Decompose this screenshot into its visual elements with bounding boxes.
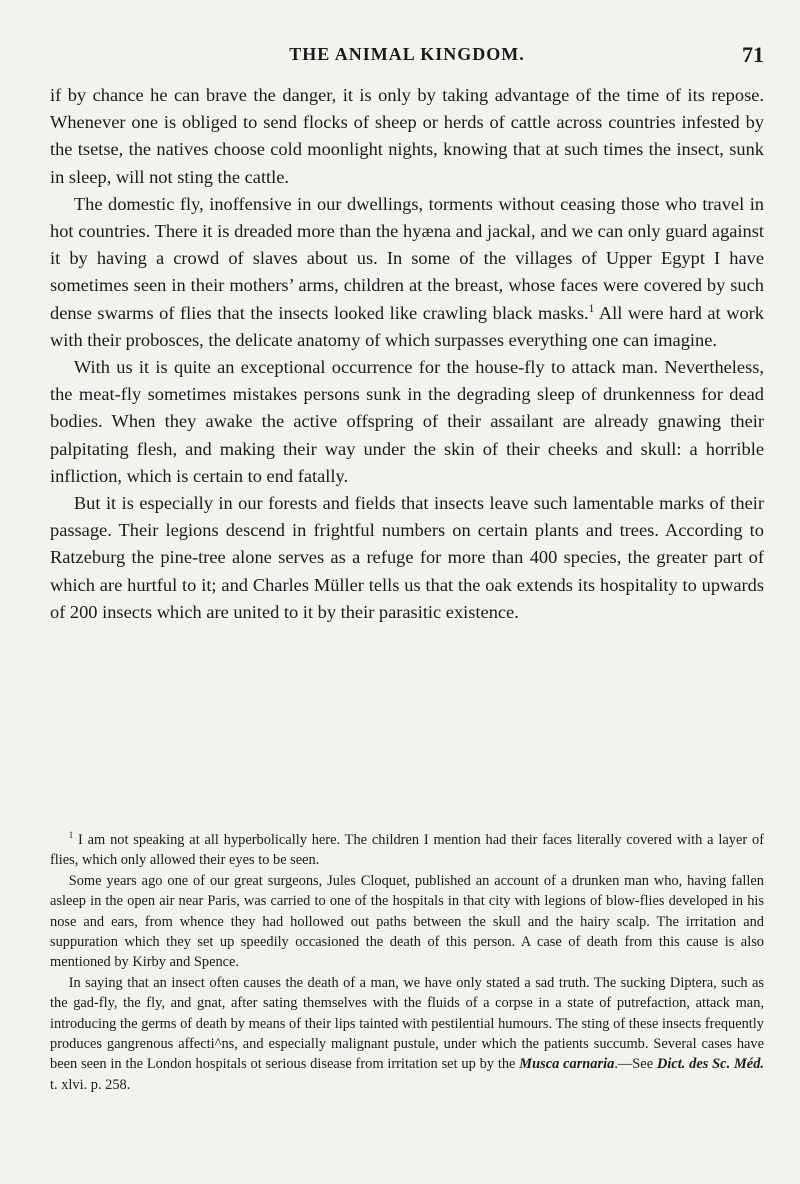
paragraph [50,354,764,490]
footnote [50,871,764,973]
paragraph [50,191,764,354]
paragraph [50,82,764,191]
text-segment: All were hard at work with their probosces, the delicate anatomy of which surpasses everything one can imagine. [50,302,764,350]
main-text [50,82,764,626]
text-segment: The domestic fly, inoffensive in our dwellings, torments without ceasing those who travel in hot countries. There it is dreaded more than the hyæna and jackal, and we can only guard against it by having a crowd of slaves about us. In some of the villages of Upper Egypt I have sometimes seen in their mothers’ arms, children at the breast, whose faces were covered by such dense swarms of flies that the insects looked like crawling black masks. [50,193,764,323]
footnotes [50,830,764,1095]
text-segment: In saying that an insect often causes the death of a man, we have only stated a sad truth. The sucking Diptera, such as the gad-fly, the fly, and gnat, after sating themselves with the fluids of a corpse in a state of putrefaction, attack man, introducing the germs of death by means of their lips tainted with pestilential humours. The sting of these insects frequently produces gangrenous affecti [50,974,764,1053]
paragraph [50,490,764,626]
italic-reference: Dict. des Sc. Méd. [656,1056,764,1073]
page-header [50,44,764,74]
footnote-marker: 1 [68,830,74,841]
page-number: 71 [742,42,764,67]
text-segment: But it is especially in our forests and fields that insects leave such lamentable marks of their passage. Their legions descend in frightful numbers on certain plants and trees. According to Ratzeburg the pine-tree alone serves as a refuge for more than 400 species, the greater part of which are hurtful to it; and Charles Müller tells us that the oak extends its hospitality to upwards of 200 insects which are united to it by their parasitic existence. [50,493,764,622]
text-segment: ns, and especially malignant pustule, under which the patients succumb. Several cases have been seen in the London hospitals ot serious disease from irritation set up by the [50,1036,764,1073]
text-segment: Some years ago one of our great surgeons, Jules Cloquet, published an account of a drunken man who, having fallen asleep in the open air near Paris, was carried to one of the hospitals in that city with legions of blow-flies developed in his nose and ears, from whence they had hollowed out paths between the skull and the hairy scalp. The irritation and suppuration which they set up speedily occasioned the death of this person. A case of death from this cause is also mentioned by Kirby and Spence. [50,872,764,971]
footnote [50,973,764,1095]
italic-term: Musca carnaria [519,1056,615,1073]
running-head: THE ANIMAL KINGDOM. [289,44,525,64]
text-segment: With us it is quite an exceptional occurrence for the house-fly to attack man. Nevertheless, the meat-fly sometimes mistakes persons sunk in the degrading sleep of drunkenness for dead bodies. When they awake the active offspring of their assailant are already gnawing their palpitating flesh, and making their way under the skin of their cheeks and skull: a horrible infliction, which is certain to end fatally. [50,357,764,486]
text-segment: I am not speaking at all hyperbolically here. The children I mention had their faces literally covered with a layer of flies, which only allowed their eyes to be seen. [50,832,764,869]
text-segment: .—See [614,1056,657,1073]
footnote-marker: 1 [588,302,595,315]
footnote [50,830,764,871]
text-segment: if by chance he can brave the danger, it is only by taking advantage of the time of its repose. Whenever one is obliged to send flocks of sheep or herds of cattle across countries infested by the tsetse, the natives choose cold moonlight nights, knowing that at such times the insect, sunk in sleep, will not sting the cattle. [50,85,764,187]
text-segment: t. xlvi. p. 258. [50,1076,131,1093]
text-segment: ^ [214,1036,222,1053]
